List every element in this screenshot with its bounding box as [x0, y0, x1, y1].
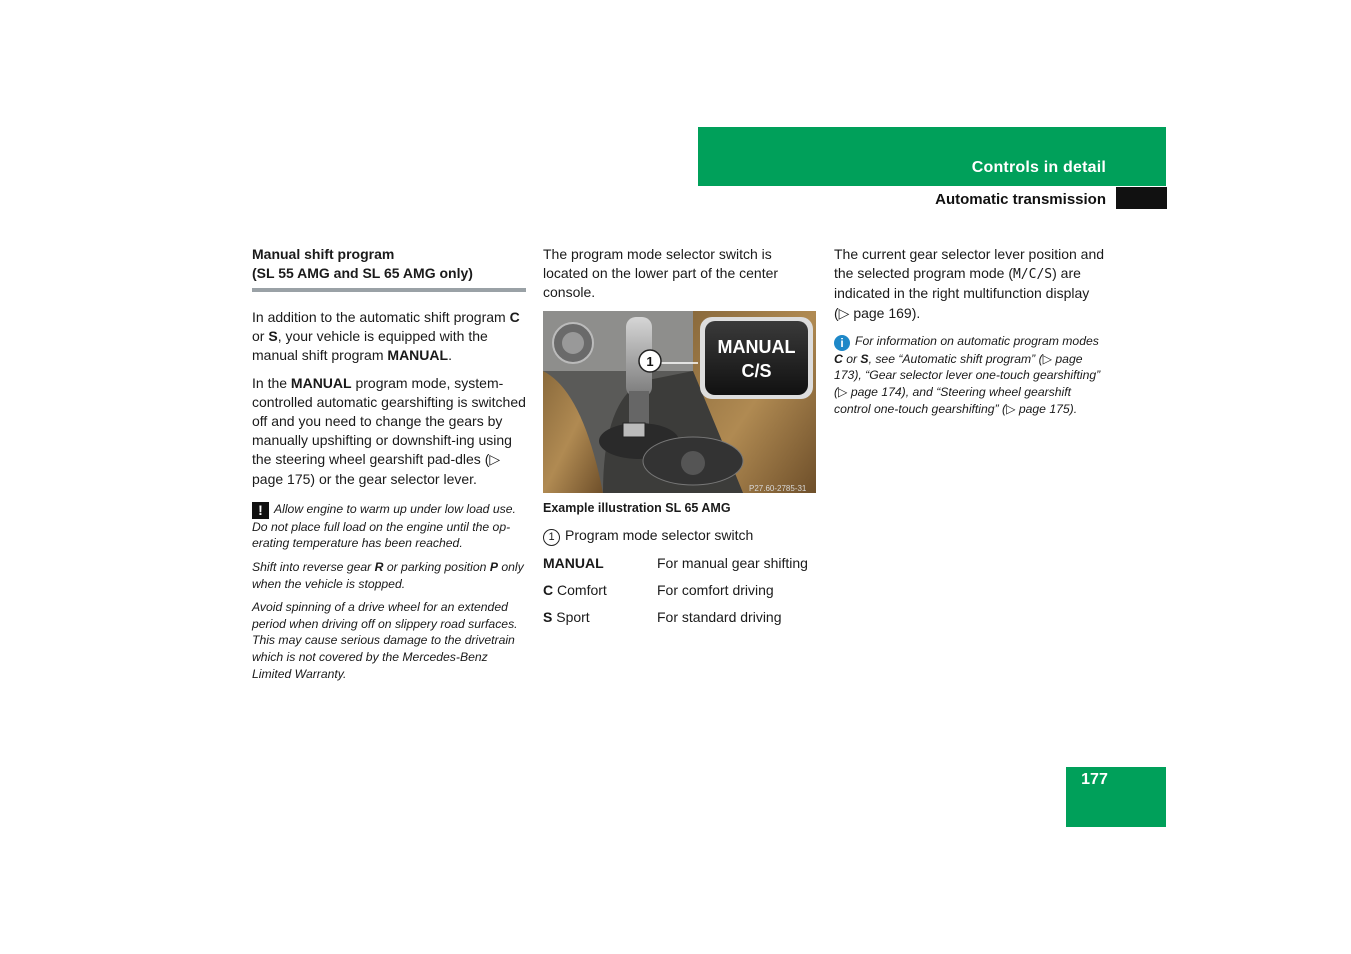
- section-title: Automatic transmission: [935, 191, 1106, 208]
- warning-reverse-park: Shift into reverse gear R or parking position P only when the vehicle is stopped.: [252, 560, 524, 591]
- info-icon: i: [834, 335, 850, 351]
- callout-number: 1: [646, 353, 654, 369]
- section-heading: [252, 245, 526, 292]
- header-green-bar: [698, 127, 1166, 186]
- button-label-manual: MANUAL: [717, 336, 796, 357]
- section-marker-block: [1116, 187, 1167, 209]
- column-right: [834, 245, 1106, 424]
- callout-circle: 1: [543, 529, 560, 546]
- heading-line-2: (SL 55 AMG and SL 65 AMG only): [252, 265, 473, 281]
- column-middle: [543, 245, 816, 635]
- page-number: 177: [1081, 771, 1108, 788]
- column-left: [252, 245, 526, 689]
- mode-row: MANUAL For manual gear shifting: [543, 554, 808, 571]
- console-illustration: [543, 311, 816, 493]
- paragraph-manual-intro: In addition to the automatic shift program C or S, your vehicle is equipped with the manual shift program MANUAL.: [252, 309, 520, 364]
- mode-table: [543, 554, 816, 628]
- mode-row: C Comfort For comfort driving: [543, 582, 774, 599]
- paragraph-selector-location: The program mode selector switch is located on the lower part of the center console.: [543, 246, 779, 301]
- button-label-cs: C/S: [741, 360, 772, 381]
- warning-wheel-spin: Avoid spinning of a drive wheel for an extended period when driving off on slippery road surfaces. This may cause serious damage to the drivetrain which is not covered by the Mercedes-Benz Limited Warranty.: [252, 600, 518, 681]
- illustration-caption: Example illustration SL 65 AMG: [543, 500, 731, 515]
- paragraph-display-indication: The current gear selector lever position and the selected program mode (M/C/S) are indicated in the right multifunction display (▷ page 169).: [834, 246, 1105, 321]
- heading-line-1: Manual shift program: [252, 246, 395, 262]
- illustration-code: P27.60-2785-31: [749, 483, 807, 493]
- chapter-title: Controls in detail: [971, 159, 1106, 176]
- exclamation-warning-icon: !: [252, 502, 269, 519]
- info-note: i For information on automatic program modes C or S, see “Automatic shift program” (▷ page 173), “Gear selector lever one-touch gearshifting” (▷ page 174), and “Steering wheel gearshift control one-touch gearshifting” (▷ page 175).: [834, 333, 1101, 416]
- mode-row: S Sport For standard driving: [543, 609, 782, 626]
- paragraph-manual-mode: In the MANUAL program mode, system-controlled automatic gearshifting is switched off and you need to change the gears by manually upshifting or downshift-ing using the steering wheel gearshift pad-dles (▷ page 175) or the gear selector lever.: [252, 374, 526, 487]
- warning-warmup: ! Allow engine to warm up under low load use. Do not place full load on the engine until the op-erating temperature has been reached.: [252, 501, 516, 551]
- legend-item: 1 Program mode selector switch: [543, 526, 816, 546]
